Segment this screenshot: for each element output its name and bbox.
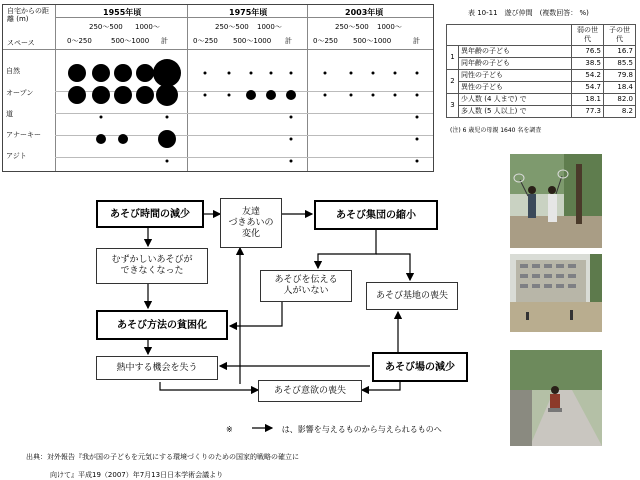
legend-text: は、影響を与えるものから与えられるものへ xyxy=(281,425,442,434)
range-label: 計 xyxy=(161,37,168,45)
table-header-child: 子の世代 xyxy=(604,25,636,46)
box-nechu: 熱中する機会を失う xyxy=(96,356,218,380)
range-label: 1000～ xyxy=(135,23,160,31)
box-muzukashii: むずかしいあそびが できなくなった xyxy=(96,248,208,284)
range-label: 計 xyxy=(285,37,292,45)
box-asobi-ba: あそび場の減少 xyxy=(372,352,468,382)
range-label: 1000～ xyxy=(377,23,402,31)
photo-child-on-road xyxy=(510,350,602,446)
range-label: 計 xyxy=(413,37,420,45)
range-label: 250～500 xyxy=(335,23,369,31)
range-label: 500～1000 xyxy=(111,37,150,45)
period-2003: 2003年頃 xyxy=(345,8,384,17)
table-group-index: 2 xyxy=(447,70,459,94)
row-label-anarchy: アナーキー xyxy=(6,131,41,139)
legend-mark: ※ xyxy=(226,425,233,434)
range-label: 500～1000 xyxy=(353,37,392,45)
table-cell: 8.2 xyxy=(604,106,636,118)
box-tsutaeru: あそびを伝える 人がいない xyxy=(260,270,352,302)
arrow-shudan-to-kichi xyxy=(376,254,410,280)
table-group-index: 1 xyxy=(447,46,459,70)
photo-apartment-playground xyxy=(510,254,602,332)
table-group-index: 3 xyxy=(447,94,459,118)
table-cell: 同年齢の子ども xyxy=(459,58,572,70)
period-1955: 1955年頃 xyxy=(103,8,142,17)
arrow-shudan-to-tsutaeru xyxy=(318,230,376,268)
header-distance: 自宅からの距離 (m) xyxy=(7,7,49,23)
source-line-2: 向けて』平成19（2007）年7月13日日本学術会議より xyxy=(50,471,224,479)
table-cell: 38.5 xyxy=(572,58,604,70)
table-cell: 18.1 xyxy=(572,94,604,106)
box-houhou: あそび方法の貧困化 xyxy=(96,310,228,340)
arrow-tsutaeru-to-houhou xyxy=(230,300,282,326)
table-cell: 54.7 xyxy=(572,82,604,94)
table-title: 表 10-11 遊び仲間 (複数回答： %) xyxy=(468,9,589,17)
range-label: 250～500 xyxy=(215,23,249,31)
row-label-hideout: アジト xyxy=(6,152,27,160)
arrow-nechu-to-iyoku xyxy=(160,382,258,390)
range-label: 1000～ xyxy=(257,23,282,31)
range-label: 0～250 xyxy=(67,37,92,45)
table-cell: 少人数 (4 人まで) で xyxy=(459,94,572,106)
period-1975: 1975年頃 xyxy=(229,8,268,17)
table-cell: 多人数 (5 人以上) で xyxy=(459,106,572,118)
legend xyxy=(226,424,442,435)
table-cell: 77.3 xyxy=(572,106,604,118)
table-note: (注) 6 歳児の母親 1640 名を調査 xyxy=(450,127,542,134)
row-label-nature: 自然 xyxy=(6,67,20,75)
box-tomodachi: 友達 づきあいの 変化 xyxy=(220,198,282,248)
table-cell: 76.5 xyxy=(572,46,604,58)
range-label: 250～500 xyxy=(89,23,123,31)
table-cell: 85.5 xyxy=(604,58,636,70)
table-cell: 79.8 xyxy=(604,70,636,82)
table-header-parent: 弱の世代 xyxy=(572,25,604,46)
source-line-1: 出典：対外報告『我が国の子どもを元気にする環境づくりのための国家的戦略の確立に xyxy=(26,453,299,461)
row-label-open: オープン xyxy=(6,89,34,97)
table-cell: 異年齢の子ども xyxy=(459,46,572,58)
table-cell: 異性の子ども xyxy=(459,82,572,94)
box-iyoku: あそび意欲の喪失 xyxy=(258,380,362,402)
box-kichi: あそび基地の喪失 xyxy=(366,282,458,310)
table-cell: 54.2 xyxy=(572,70,604,82)
arrow-ba-to-iyoku xyxy=(362,382,400,390)
range-label: 0～250 xyxy=(313,37,338,45)
box-asobi-shudan: あそび集団の縮小 xyxy=(314,200,438,230)
table-cell: 16.7 xyxy=(604,46,636,58)
table-cell: 同性の子ども xyxy=(459,70,572,82)
row-label-road: 道 xyxy=(6,110,13,118)
table-cell: 18.4 xyxy=(604,82,636,94)
box-asobi-jikan: あそび時間の減少 xyxy=(96,200,204,228)
header-space: スペース xyxy=(7,39,35,47)
table-cell: 82.0 xyxy=(604,94,636,106)
photo-children-catching-insects xyxy=(510,154,602,248)
range-label: 500～1000 xyxy=(233,37,272,45)
range-label: 0～250 xyxy=(193,37,218,45)
